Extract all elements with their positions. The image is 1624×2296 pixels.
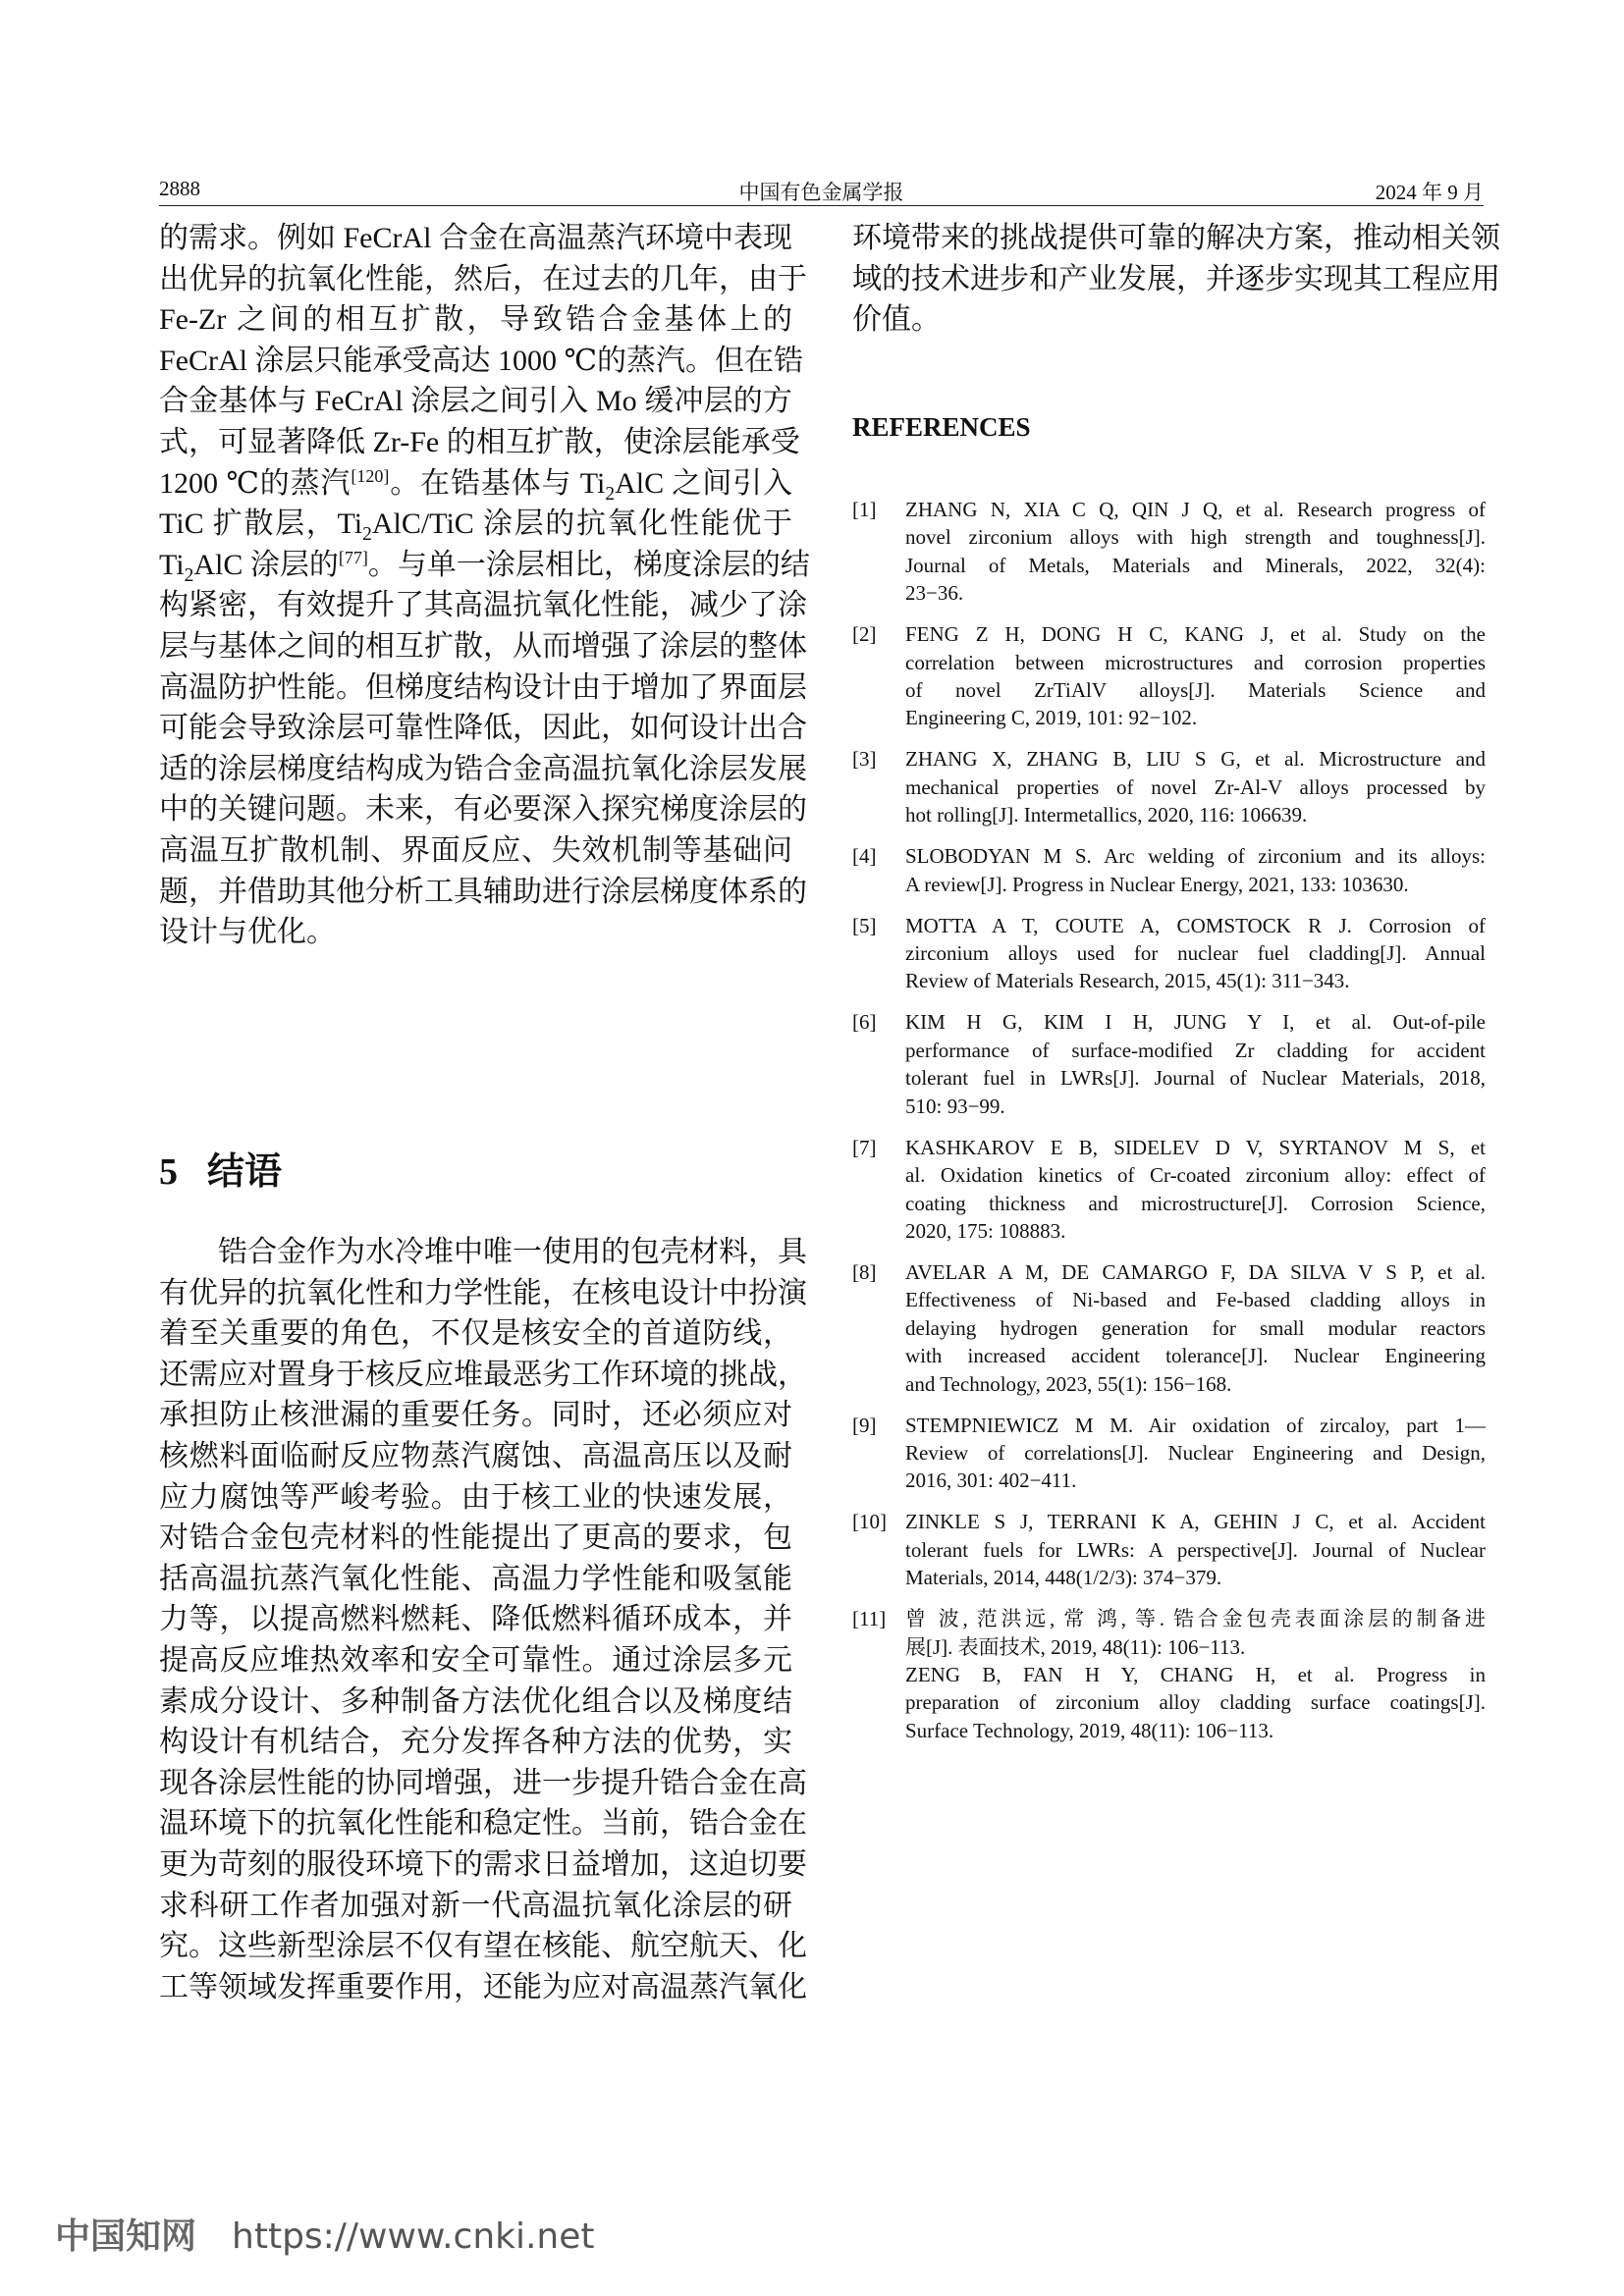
reference-number: [4] [852,844,877,869]
reference-line: KIM H G, KIM I H, JUNG Y I, et al. Out-of-pile [905,1010,1486,1035]
reference-line: al. Oxidation kinetics of Cr-coated zirconium alloy: effect of [905,1163,1486,1188]
reference-item [852,496,1486,608]
reference-number: [3] [852,747,877,772]
cnki-logo: 中国知网 [55,2216,197,2257]
text-line: 价值。 [852,303,941,337]
text-line: 构紧密，有效提升了其高温抗氧化性能，减少了涂 [159,589,807,622]
text-line [159,545,810,586]
reference-line: novel zirconium alloys with high strength and toughness[J]. [905,525,1486,550]
text-segment: 。在锆基体与 Ti [389,466,606,500]
text-line: 还需应对置身于核反应堆最恶劣工作环境的挑战， [159,1358,807,1391]
reference-number: [8] [852,1259,877,1284]
text-line: 温环境下的抗氧化性能和稳定性。当前，锆合金在 [159,1807,807,1841]
reference-line: tolerant fuels for LWRs: A perspective[J]. Journal of Nuclear [905,1537,1486,1562]
text-segment: 1200 ℃的蒸汽 [159,466,352,500]
text-line: 素成分设计、多种制备方法优化组合以及梯度结 [159,1684,792,1718]
subscript: 2 [184,564,194,586]
reference-item [852,745,1486,828]
reference-number: [7] [852,1135,877,1159]
left-column [159,218,810,953]
reference-item [852,1134,1486,1246]
reference-line: 510: 93−99. [905,1094,1005,1118]
reference-item [852,1412,1486,1495]
reference-line: ZENG B, FAN H Y, CHANG H, et al. Progress in [905,1662,1486,1686]
text-line: 出优异的抗氧化性能，然后，在过去的几年，由于 [159,262,807,295]
reference-line: Materials, 2014, 448(1/2/3): 374−379. [905,1566,1222,1590]
reference-line: hot rolling[J]. Intermetallics, 2020, 116: 106639. [905,803,1308,828]
references-heading: REFERENCES [852,412,1031,442]
issue-date: 2024 年 9 月 [1375,181,1484,204]
text-line: 应力腐蚀等严峻考验。由于核工业的快速发展， [159,1480,792,1514]
reference-line: ZINKLE S J, TERRANI K A, GEHIN J C, et al. Accident [905,1510,1486,1534]
text-line: FeCrAl 涂层只能承受高达 1000 ℃的蒸汽。但在锆 [159,344,804,377]
reference-number: [11] [852,1607,887,1631]
reference-number: [6] [852,1010,877,1035]
reference-text [905,1508,1486,1591]
reference-item [852,1605,1486,1744]
text-line: Fe-Zr 之间的相互扩散，导致锆合金基体上的 [159,303,792,337]
reference-line: mechanical properties of novel Zr-Al-V alloys processed by [905,774,1486,799]
text-line: 中的关键问题。未来，有必要深入探究梯度涂层的 [159,793,807,827]
reference-text [905,1605,1486,1744]
header-rule [159,205,1484,206]
text-line: 工等领域发挥重要作用，还能为应对高温蒸汽氧化 [159,1970,807,2003]
running-header [159,177,1484,206]
section-number: 5 [159,1151,178,1193]
text-line: 域的技术进步和产业发展，并逐步实现其工程应用 [852,262,1500,295]
reference-item [852,912,1486,995]
reference-line: ZHANG N, XIA C Q, QIN J Q, et al. Research progress of [905,498,1486,521]
reference-line: Engineering C, 2019, 101: 92−102. [905,706,1198,730]
text-line: 适的涂层梯度结构成为锆合金高温抗氧化涂层发展 [159,752,807,785]
text-line: 合金基体与 FeCrAl 涂层之间引入 Mo 缓冲层的方 [159,385,792,418]
reference-line: A review[J]. Progress in Nuclear Energy, 2021, 133: 103630. [905,872,1409,896]
text-segment: Ti [159,548,185,581]
reference-line: KASHKAROV E B, SIDELEV D V, SYRTANOV M S, et [905,1135,1486,1159]
reference-line: ZHANG X, ZHANG B, LIU S G, et al. Microstructure and [905,747,1486,772]
reference-line: correlation between microstructures and corrosion properties [905,650,1486,674]
citation[interactable]: [120] [351,465,390,486]
reference-number: [9] [852,1413,877,1437]
reference-line: 2016, 301: 402−411. [905,1468,1077,1493]
cnki-url[interactable]: https://www.cnki.net [232,2216,595,2257]
text-line: 层与基体之间的相互扩散，从而增强了涂层的整体 [159,629,807,663]
text-line: 题，并借助其他分析工具辅助进行涂层梯度体系的 [159,875,807,908]
reference-line: STEMPNIEWICZ M M. Air oxidation of zircaloy, part 1— [905,1413,1486,1437]
section-heading [159,1141,282,1195]
text-line: 可能会导致涂层可靠性降低，因此，如何设计出合 [159,712,807,745]
text-segment: AlC/TiC 涂层的抗氧化性能优于 [371,507,792,541]
text-line: 更为苛刻的服役环境下的需求日益增加，这迫切要 [159,1847,807,1881]
text-line: 的需求。例如 FeCrAl 合金在高温蒸汽环境中表现 [159,222,792,254]
text-line: 锆合金作为水冷堆中唯一使用的包壳材料，具 [218,1236,807,1268]
reference-line: and Technology, 2023, 55(1): 156−168. [905,1371,1232,1396]
journal-name: 中国有色金属学报 [738,181,904,204]
reference-line: FENG Z H, DONG H C, KANG J, et al. Study on the [905,622,1486,647]
text-line: 求科研工作者加强对新一代高温抗氧化涂层的研 [159,1889,792,1922]
reference-number: [1] [852,498,877,521]
reference-line: with increased accident tolerance[J]. Nuclear Engineering [905,1344,1486,1368]
reference-text [905,1258,1486,1398]
reference-line: delaying hydrogen generation for small modular reactors [905,1315,1486,1340]
text-line: 对锆合金包壳材料的性能提出了更高的要求，包 [159,1522,792,1555]
reference-text [905,496,1486,608]
reference-line: tolerant fuel in LWRs[J]. Journal of Nuclear Materials, 2018, [905,1066,1486,1091]
reference-line: Effectiveness of Ni-based and Fe-based cladding alloys in [905,1288,1486,1312]
text-line: 式，可显著降低 Zr-Fe 的相互扩散，使涂层能承受 [159,425,800,458]
reference-number: [10] [852,1510,887,1534]
conclusion-paragraph [159,1232,807,2007]
reference-line: preparation of zirconium alloy cladding surface coatings[J]. [905,1690,1486,1715]
reference-number: [5] [852,913,877,937]
page-number: 2888 [159,177,200,200]
text-line: 设计与优化。 [159,916,336,949]
reference-line: 23−36. [905,581,964,606]
reference-item [852,1508,1486,1591]
reference-line: 2020, 175: 108883. [905,1218,1066,1243]
text-line: 括高温抗蒸汽氧化性能、高温力学性能和吸氢能 [159,1562,792,1595]
text-line [159,463,792,505]
gradient-coating-paragraph [159,218,810,953]
reference-text [905,1134,1486,1246]
reference-line: 展[J]. 表面技术, 2019, 48(11): 106−113. [905,1634,1246,1659]
reference-text [905,912,1486,995]
reference-line: MOTTA A T, COUTE A, COMSTOCK R J. Corrosion of [905,913,1486,937]
conclusion-paragraph-continued [852,218,1500,341]
text-line: 有优异的抗氧化性和力学性能，在核电设计中扮演 [159,1276,807,1309]
text-line: 着至关重要的角色，不仅是核安全的首道防线， [159,1317,792,1351]
reference-line: performance of surface-modified Zr cladding for accident [905,1038,1486,1062]
text-line: 究。这些新型涂层不仅有望在核能、航空航天、化 [159,1930,807,1963]
subscript: 2 [605,483,616,505]
text-line: 构设计有机结合，充分发挥各种方法的优势，实 [159,1726,792,1759]
reference-line: Journal of Metals, Materials and Minerals, 2022, 32(4): [905,553,1486,577]
subscript: 2 [362,524,372,546]
reference-number: [2] [852,622,877,647]
reference-list [852,496,1486,1758]
reference-line: Surface Technology, 2019, 48(11): 106−113. [905,1718,1274,1742]
reference-line: Review of correlations[J]. Nuclear Engineering and Design, [905,1440,1486,1465]
reference-line: zirconium alloys used for nuclear fuel cladding[J]. Annual [905,941,1486,966]
reference-item [852,842,1486,898]
reference-line: of novel ZrTiAlV alloys[J]. Materials Science and [905,678,1486,703]
reference-text [905,1008,1486,1120]
text-line: 承担防止核泄漏的重要任务。同时，还必须应对 [159,1399,792,1432]
reference-line: Review of Materials Research, 2015, 45(1): 311−343. [905,969,1350,993]
section-title: 结语 [207,1151,283,1193]
right-column [852,218,1500,341]
text-segment: TiC 扩散层，Ti [159,507,363,541]
reference-text [905,745,1486,828]
conclusion-block [159,1232,807,2007]
reference-item [852,620,1486,732]
text-line: 现各涂层性能的协同增强，进一步提升锆合金在高 [159,1766,807,1799]
text-line [159,504,792,545]
text-segment: AlC 涂层的 [193,548,339,581]
reference-item [852,1008,1486,1120]
reference-line: SLOBODYAN M S. Arc welding of zirconium and its alloys: [905,844,1486,869]
text-line: 高温防护性能。但梯度结构设计由于增加了界面层 [159,670,807,704]
text-line: 高温互扩散机制、界面反应、失效机制等基础问 [159,833,792,867]
citation[interactable]: [77] [338,547,368,567]
text-line: 核燃料面临耐反应物蒸汽腐蚀、高温高压以及耐 [159,1439,792,1472]
reference-text [905,620,1486,732]
text-segment: AlC 之间引入 [615,466,792,500]
footer-watermark [55,2209,595,2259]
reference-line: coating thickness and microstructure[J]. Corrosion Science, [905,1191,1486,1215]
text-line: 力等，以提高燃料燃耗、降低燃料循环成本，并 [159,1603,792,1636]
reference-item [852,1258,1486,1398]
reference-text [905,842,1486,898]
text-segment: 。与单一涂层相比，梯度涂层的结 [367,548,810,581]
text-line: 提高反应堆热效率和安全可靠性。通过涂层多元 [159,1643,792,1677]
reference-text [905,1412,1486,1495]
text-line: 环境带来的挑战提供可靠的解决方案，推动相关领 [852,222,1500,254]
reference-line: AVELAR A M, DE CAMARGO F, DA SILVA V S P, et al. [905,1259,1486,1284]
reference-line: 曾 波, 范洪远, 常 鸿, 等. 锆合金包壳表面涂层的制备进 [905,1607,1486,1631]
